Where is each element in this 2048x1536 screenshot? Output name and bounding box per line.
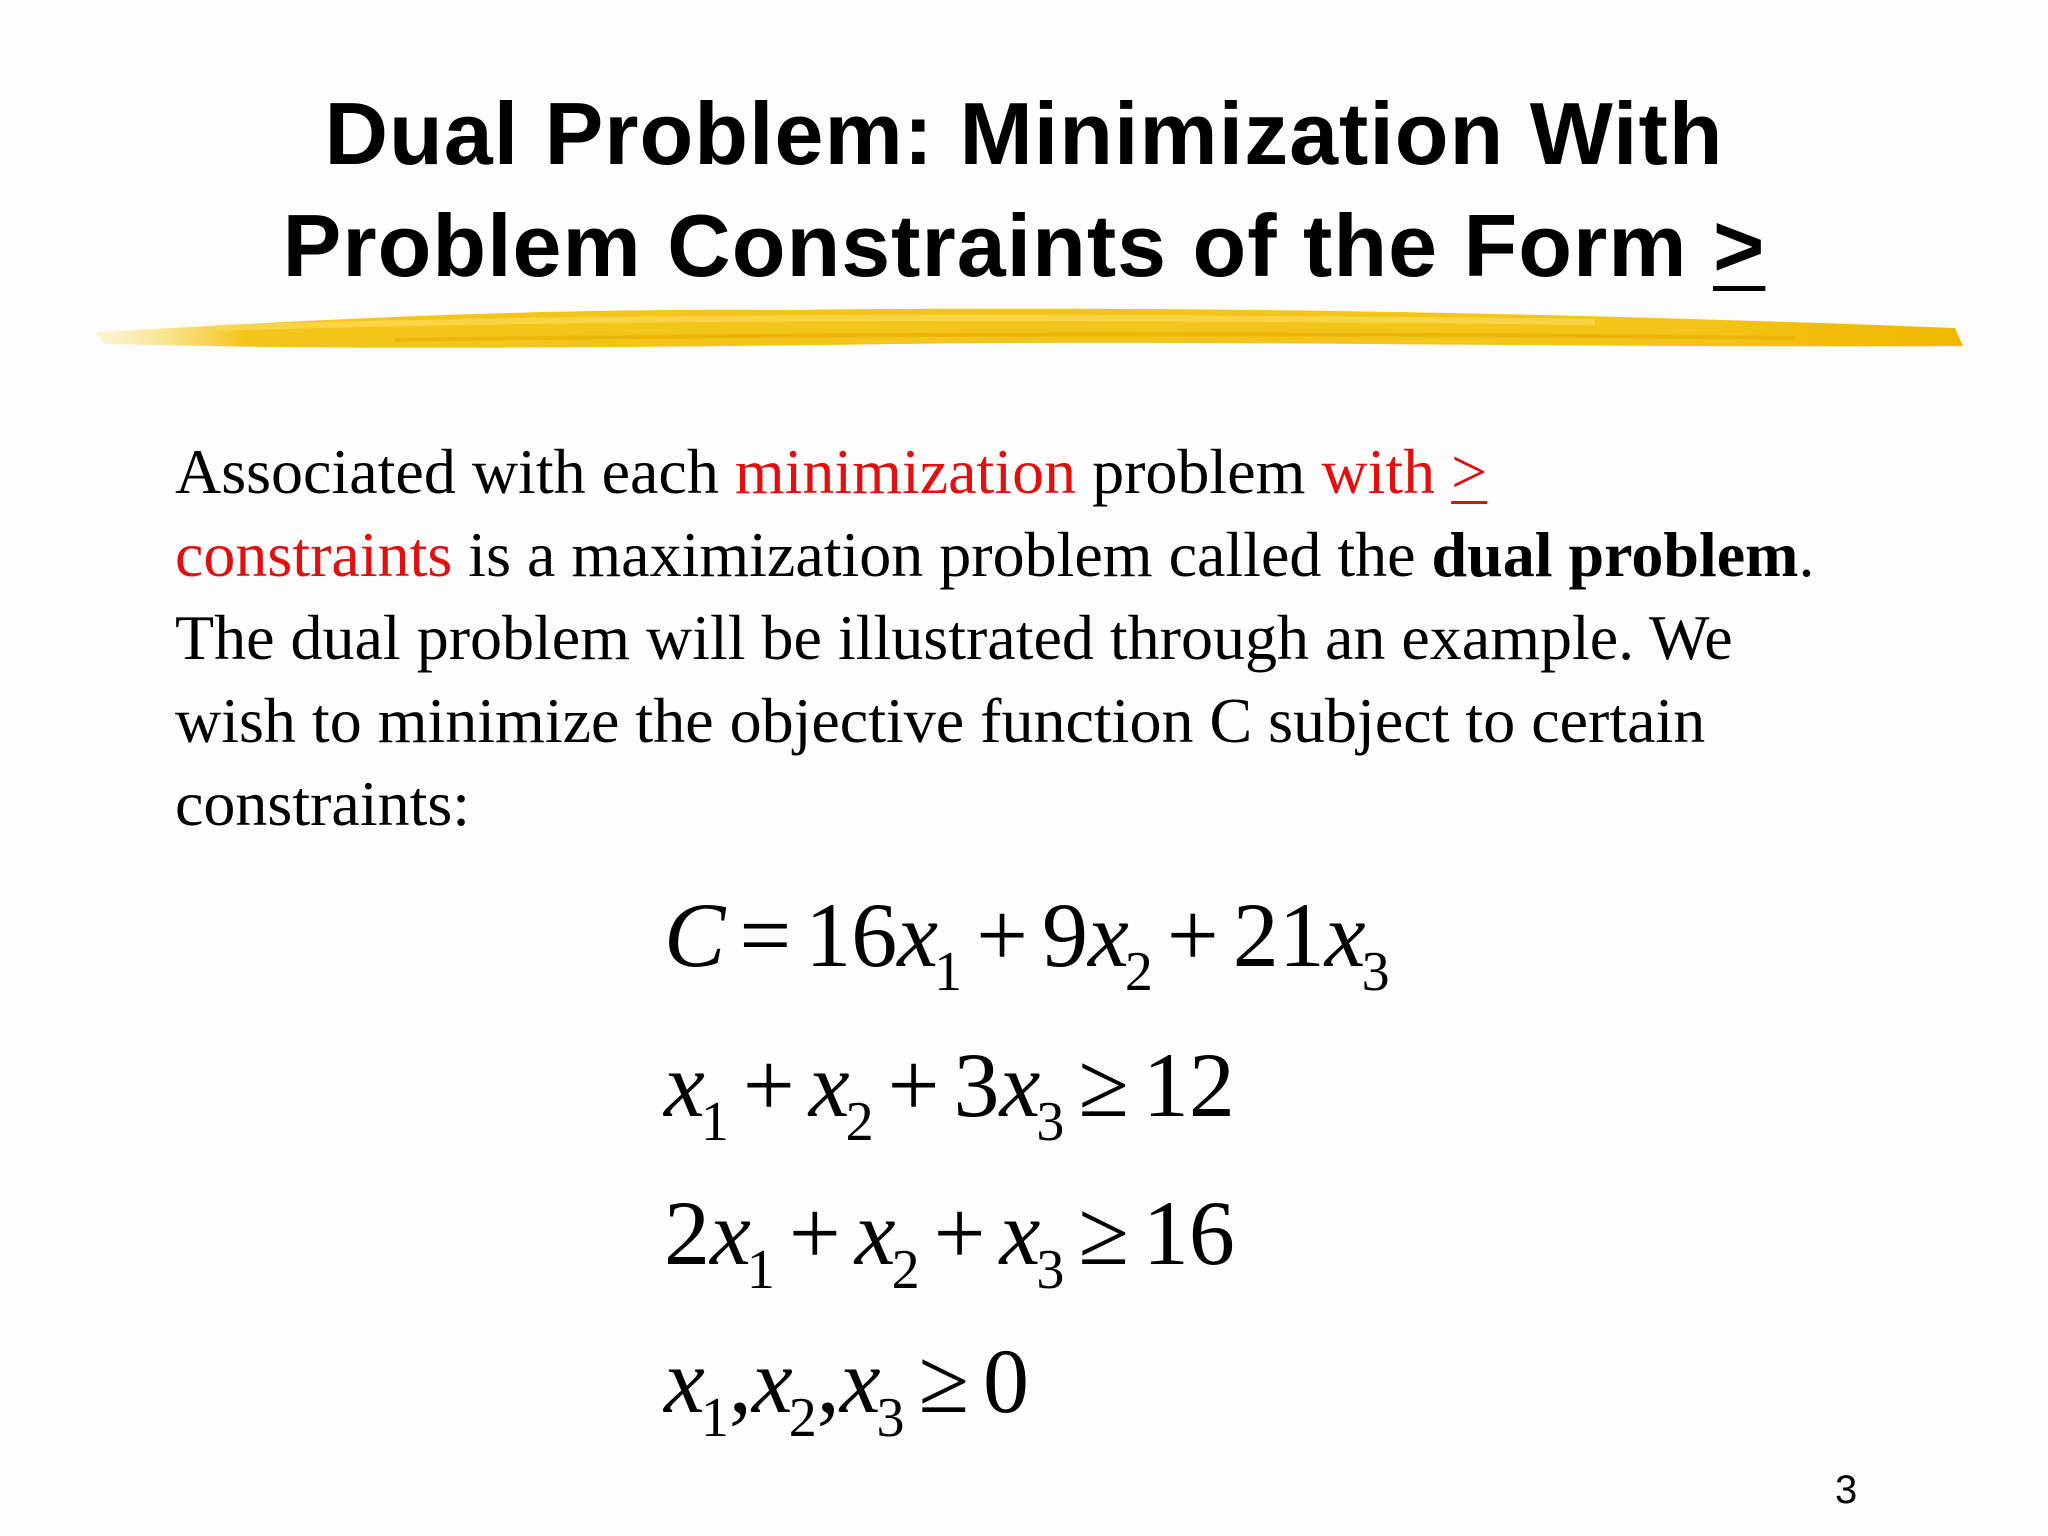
- title-line-1: Dual Problem: Minimization With: [324, 84, 1724, 183]
- objective-function: $C = 16x_1 + 9x_2 + 21x_3$: [664, 884, 1390, 1003]
- para-dual-problem: dual problem: [1431, 519, 1799, 590]
- para-text-4: . The dual problem will be illustrated through an example. We wish to minimize the objective function C subject to certain constraints:: [175, 519, 1815, 839]
- para-text-2: problem: [1076, 436, 1322, 507]
- intro-paragraph: [175, 430, 1815, 845]
- para-with: with: [1321, 436, 1452, 507]
- para-text-1: Associated with each: [175, 436, 735, 507]
- para-text-3: is a maximization problem called the: [452, 519, 1432, 590]
- constraint-1: $x_1 + x_2 + 3x_3 \ge 12$: [664, 1034, 1235, 1153]
- para-geq-symbol: >: [1451, 436, 1488, 507]
- constraint-2: $2x_1 + x_2 + x_3 \ge 16$: [664, 1182, 1235, 1301]
- para-constraints: constraints: [175, 519, 453, 590]
- para-minimization: minimization: [734, 436, 1077, 507]
- slide-title: [0, 78, 2048, 302]
- page-number: 3: [1835, 1468, 1858, 1512]
- yellow-brush-stroke: [95, 288, 1965, 368]
- nonnegativity-constraint: $x_1,x_2,x_3 \ge 0$: [664, 1330, 1030, 1449]
- title-geq-symbol: >: [1712, 196, 1766, 295]
- title-line-2: [0, 190, 2048, 302]
- title-line-2-text: Problem Constraints of the Form: [282, 196, 1688, 295]
